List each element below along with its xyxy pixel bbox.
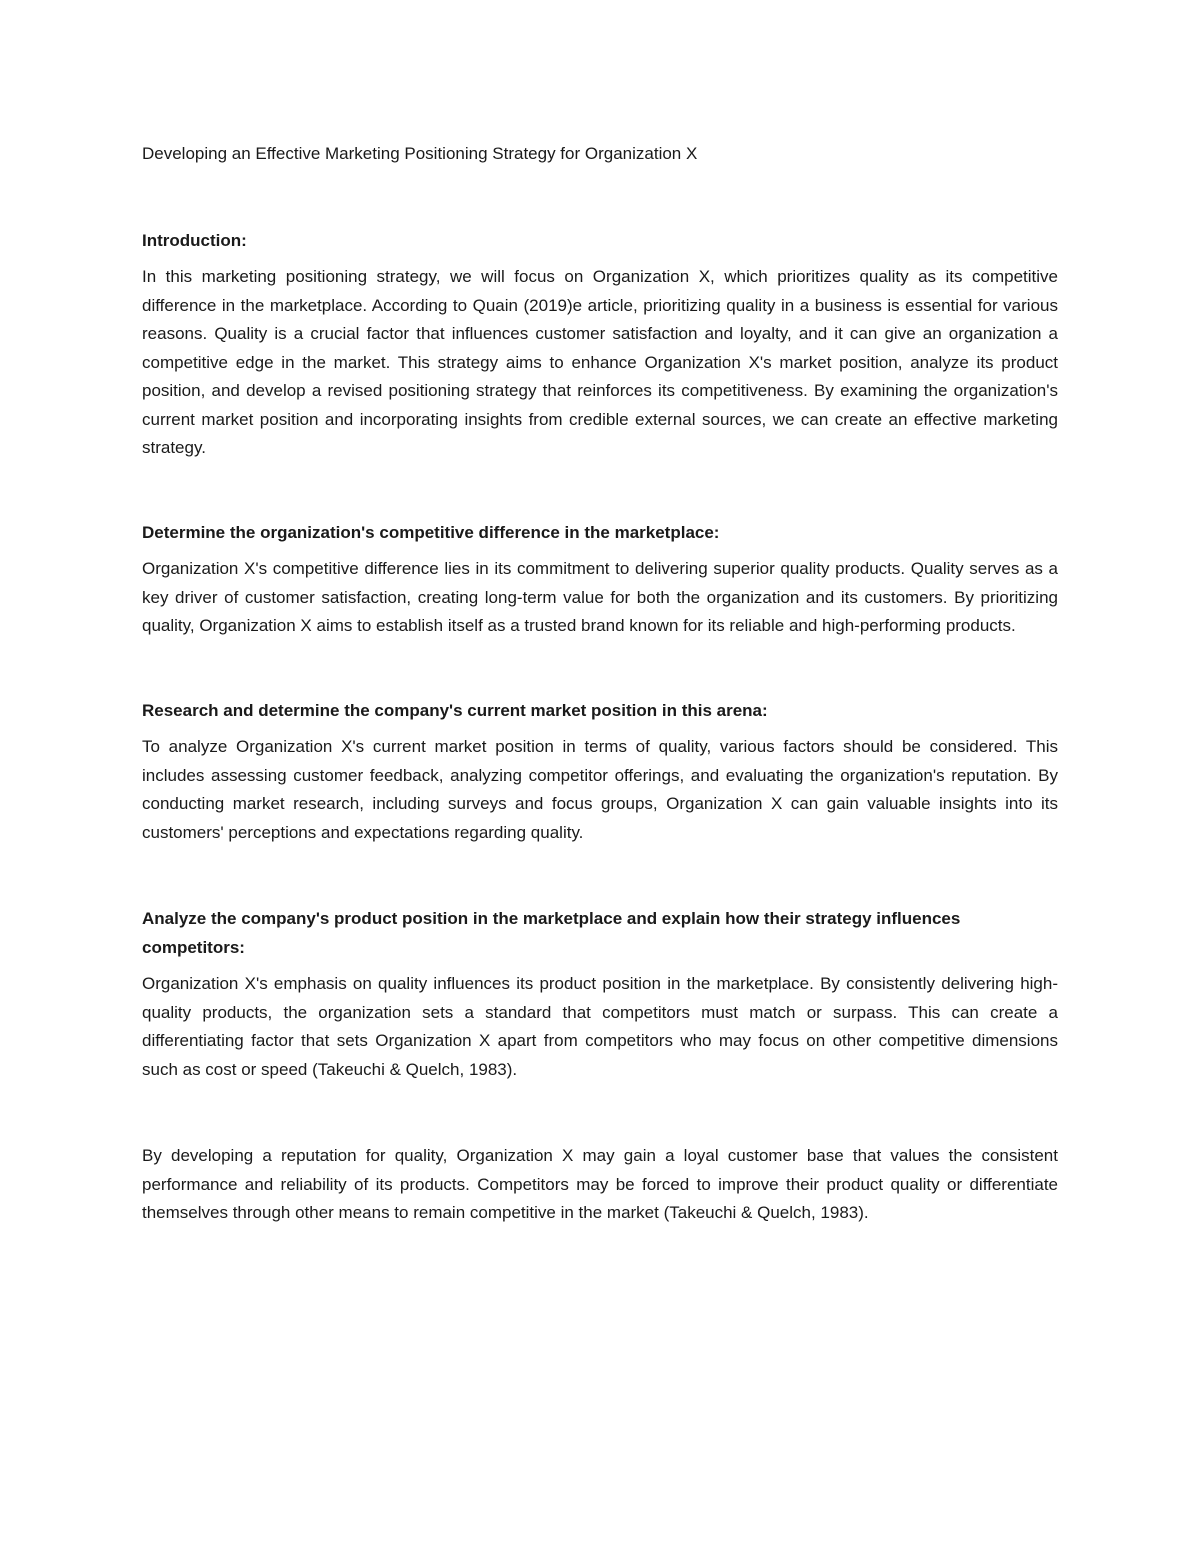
section-current-market-position [142, 697, 1058, 848]
section-paragraph: To analyze Organization X's current market position in terms of quality, various factors should be considered. This includes assessing customer feedback, analyzing competitor offerings, and evaluating the organization's reputation. By conducting market research, including surveys and focus groups, Organization X can gain valuable insights into its customers' perceptions and expectations regarding quality. [142, 737, 1058, 842]
section-heading: Analyze the company's product position in the marketplace and explain how their strategy influences competitors: [142, 909, 961, 957]
document-page [142, 140, 1058, 1228]
section-product-position [142, 905, 1058, 1084]
section-competitive-difference [142, 519, 1058, 641]
section-heading: Introduction: [142, 230, 247, 250]
section-introduction [142, 227, 1058, 463]
document-title: Developing an Effective Marketing Positioning Strategy for Organization X [142, 144, 698, 163]
section-heading: Research and determine the company's current market position in this arena: [142, 700, 768, 720]
section-paragraph: Organization X's emphasis on quality influences its product position in the marketplace. By consistently delivering high-quality products, the organization sets a standard that competitors must match or surpass. This can create a differentiating factor that sets Organization X apart from competitors who may focus on other competitive dimensions such as cost or speed (Takeuchi & Quelch, 1983). [142, 974, 1058, 1079]
section-heading: Determine the organization's competitive difference in the marketplace: [142, 522, 720, 542]
section-paragraph: Organization X's competitive difference lies in its commitment to delivering superior quality products. Quality serves as a key driver of customer satisfaction, creating long-term value for both the organization and its customers. By prioritizing quality, Organization X aims to establish itself as a trusted brand known for its reliable and high-performing products. [142, 559, 1058, 635]
closing-paragraph: By developing a reputation for quality, Organization X may gain a loyal customer base that values the consistent performance and reliability of its products. Competitors may be forced to improve their product quality or differentiate themselves through other means to remain competitive in the market (Takeuchi & Quelch, 1983). [142, 1146, 1058, 1222]
section-paragraph: In this marketing positioning strategy, we will focus on Organization X, which prioritizes quality as its competitive difference in the marketplace. According to Quain (2019)e article, prioritizing quality in a business is essential for various reasons. Quality is a crucial factor that influences customer satisfaction and loyalty, and it can give an organization a competitive edge in the market. This strategy aims to enhance Organization X's market position, analyze its product position, and develop a revised positioning strategy that reinforces its competitiveness. By examining the organization's current market position and incorporating insights from credible external sources, we can create an effective marketing strategy. [142, 267, 1058, 457]
